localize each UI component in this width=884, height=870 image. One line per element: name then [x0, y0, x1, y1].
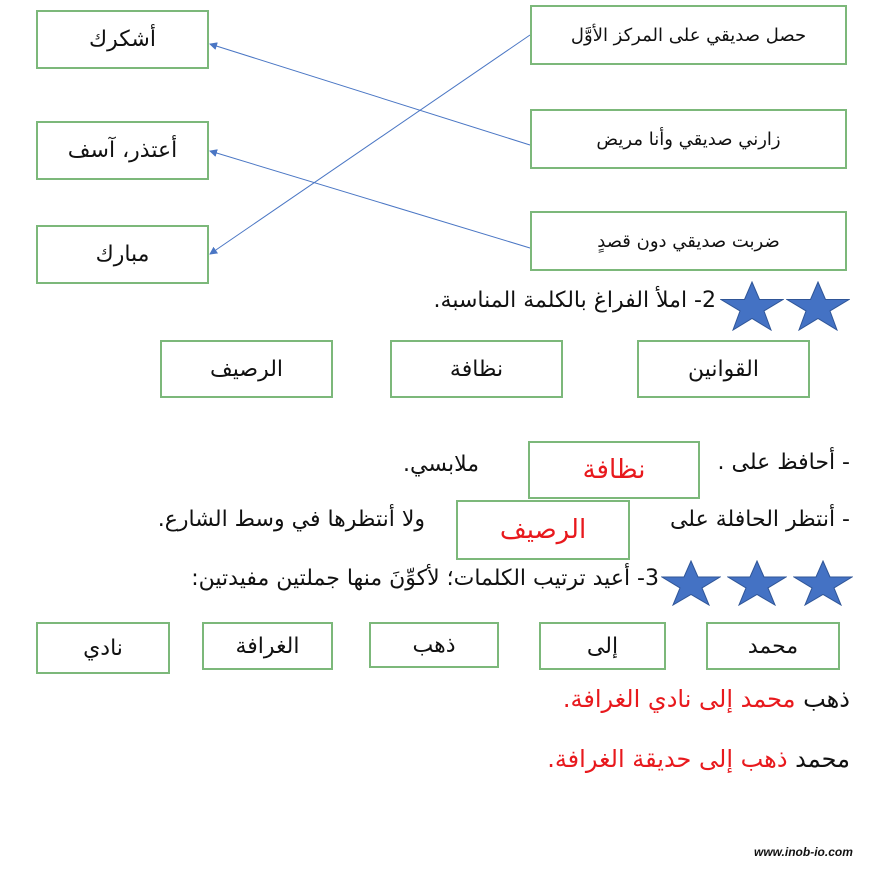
word-gharrafa [202, 622, 333, 670]
word-bank-cleanliness-text: نظافة [449, 356, 504, 382]
section3-title: 3- أعيد ترتيب الكلمات؛ لأكوِّنَ منها جملتين مفيدتين: [191, 566, 659, 591]
line-visit-to-thanks [210, 44, 530, 145]
match-right-first-place [530, 5, 847, 65]
word-club-text: نادي [83, 635, 123, 661]
word-mohamed [706, 622, 840, 670]
word-to-text: إلى [586, 633, 619, 659]
answer2-red: ذهب إلى حديقة الغرافة. [547, 745, 788, 773]
match-right-first-place-text: حصل صديقي على المركز الأوَّل [570, 24, 807, 46]
word-bank-sidewalk [160, 340, 333, 398]
sentence1-start: - أحافظ على . [717, 450, 850, 475]
line-hit-to-sorry [210, 151, 530, 248]
answer2-black: محمد [795, 745, 850, 773]
match-right-hit [530, 211, 847, 271]
star-icon [786, 281, 850, 331]
sentence1-answer-box [528, 441, 700, 499]
star-icon [793, 560, 853, 606]
word-went-text: ذهب [412, 632, 456, 658]
sentence1-answer: نظافة [582, 455, 646, 485]
answer-line-1 [563, 685, 850, 713]
match-left-sorry-text: أعتذر، آسف [67, 138, 178, 163]
match-right-visited [530, 109, 847, 169]
watermark: www.inob-io.com [754, 845, 853, 859]
match-left-congrats [36, 225, 209, 284]
star-icon [661, 560, 721, 606]
answer1-black: ذهب [803, 685, 850, 713]
word-bank-laws [637, 340, 810, 398]
sentence1-end: ملابسي. [403, 452, 479, 477]
word-club [36, 622, 170, 674]
match-left-thanks-text: أشكرك [89, 27, 156, 52]
sentence2-end: ولا أنتظرها في وسط الشارع. [157, 507, 425, 532]
answer1-red: محمد إلى نادي الغرافة. [562, 685, 796, 713]
word-bank-sidewalk-text: الرصيف [209, 356, 284, 382]
sentence2-answer-box [456, 500, 630, 560]
star-icon [727, 560, 787, 606]
word-to [539, 622, 666, 670]
word-mohamed-text: محمد [747, 633, 799, 659]
sentence2-answer: الرصيف [499, 515, 587, 545]
word-bank-cleanliness [390, 340, 563, 398]
answer-line-2 [547, 745, 850, 773]
section2-title: 2- املأ الفراغ بالكلمة المناسبة. [433, 288, 716, 313]
word-gharrafa-text: الغرافة [235, 633, 300, 659]
word-bank-laws-text: القوانين [688, 356, 759, 382]
sentence2-start: - أنتظر الحافلة على [669, 507, 850, 532]
match-left-congrats-text: مبارك [95, 242, 150, 267]
match-right-hit-text: ضربت صديقي دون قصدٍ [597, 230, 780, 252]
line-first-to-congrats [210, 35, 530, 254]
star-icon [720, 281, 784, 331]
match-right-visited-text: زارني صديقي وأنا مريض [596, 128, 781, 150]
word-went [369, 622, 499, 668]
match-left-sorry [36, 121, 209, 180]
match-left-thanks [36, 10, 209, 69]
